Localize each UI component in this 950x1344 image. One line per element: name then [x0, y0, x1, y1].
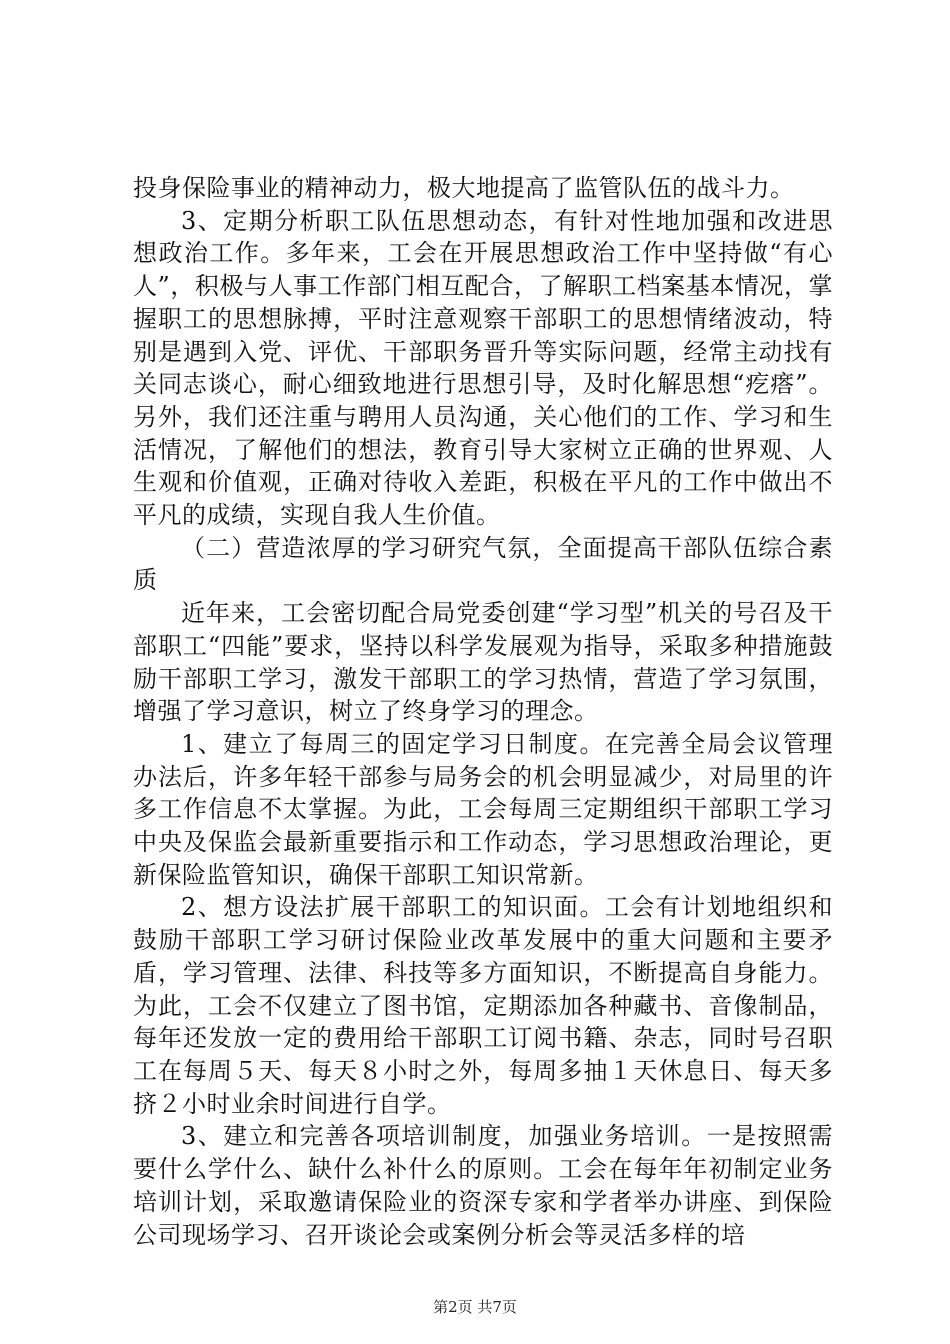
paragraph-continuation: 投身保险事业的精神动力，极大地提高了监管队伍的战斗力。 — [133, 174, 795, 202]
paragraph-item-3-thought-work: 3、定期分析职工队伍思想动态，有针对性地加强和改进思想政治工作。多年来，工会在开展思想政治工作中坚持做“有心人”，积极与人事工作部门相互配合，了解职工档案基本情况，掌握职工的思想脉搏，平时注意观察干部职工的思想情绪波动，特别是遇到入党、评优、干部职务晋升等实际问题，经常主动找有关同志谈心，耐心细致地进行思想引导，及时化解思想“疙瘩”。另外，我们还注重与聘用人员沟通，关心他们的工作、学习和生活情况，了解他们的想法，教育引导大家树立正确的世界观、人生观和价值观，正确对待收入差距，积极在平凡的工作中做出不平凡的成绩，实现自我人生价值。 — [133, 206, 833, 530]
paragraph-item-2-knowledge: 2、想方设法扩展干部职工的知识面。工会有计划地组织和鼓励干部职工学习研讨保险业改革发展中的重大问题和主要矛盾，学习管理、法律、科技等多方面知识，不断提高自身能力。为此，工会不仅建立了图书馆，定期添加各种藏书、音像制品，每年还发放一定的费用给干部职工订阅书籍、杂志，同时号召职工在每周５天、每天８小时之外，每周多抽１天休息日、每天多挤２小时业余时间进行自学。 — [133, 893, 833, 1118]
section-heading-2: （二）营造浓厚的学习研究气氛，全面提高干部队伍综合素质 — [133, 533, 833, 595]
paragraph-item-3-training: 3、建立和完善各项培训制度，加强业务培训。一是按照需要什么学什么、缺什么补什么的原则。工会在每年年初制定业务培训计划，采取邀请保险业的资深专家和学者举办讲座、到保险公司现场学习、召开谈论会或案例分析会等灵活多样的培 — [133, 1122, 833, 1249]
paragraph-item-1-study-day: 1、建立了每周三的固定学习日制度。在完善全局会议管理办法后，许多年轻干部参与局务会的机会明显减少，对局里的许多工作信息不太掌握。为此，工会每周三定期组织干部职工学习中央及保监会最新重要指示和工作动态，学习思想政治理论，更新保险监管知识，确保干部职工知识常新。 — [133, 729, 833, 889]
paragraph-intro-learning: 近年来，工会密切配合局党委创建“学习型”机关的号召及干部职工“四能”要求，坚持以科学发展观为指导，采取多种措施鼓励干部职工学习，激发干部职工的学习热情，营造了学习氛围，增强了学习意识，树立了终身学习的理念。 — [133, 599, 833, 726]
page-footer: 第2页 共7页 — [433, 1298, 517, 1316]
document-body — [133, 172, 833, 1251]
